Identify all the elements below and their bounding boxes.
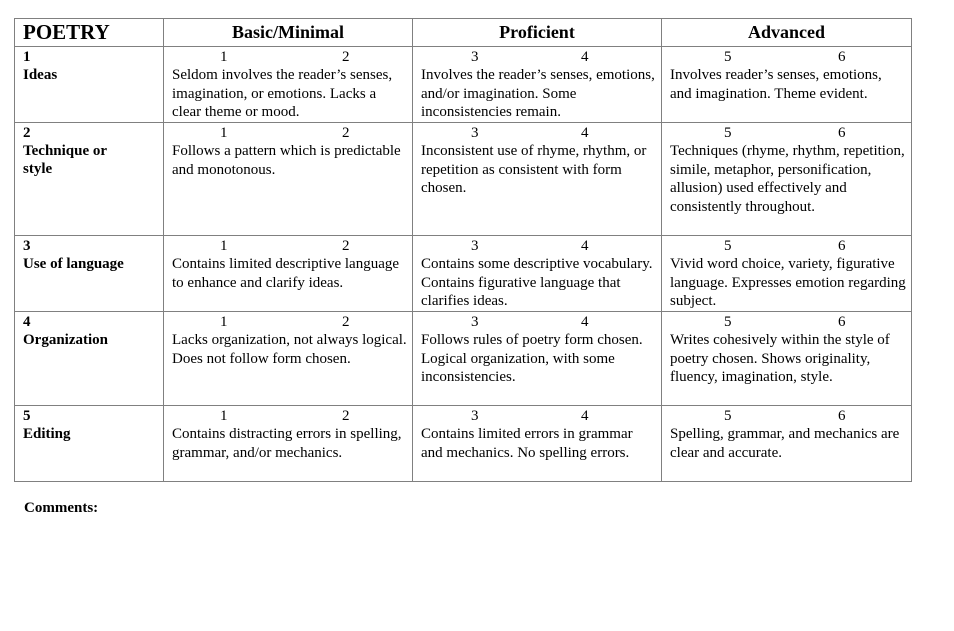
criterion-cell: [15, 236, 164, 312]
score-low: 1: [220, 408, 228, 424]
level-basic-header: Basic/Minimal: [164, 19, 413, 47]
score-low: 5: [724, 314, 732, 330]
score-low: 3: [471, 408, 479, 424]
proficient-cell: [413, 236, 662, 312]
score-high: 2: [342, 49, 350, 65]
score-low: 5: [724, 49, 732, 65]
proficient-cell: [413, 406, 662, 482]
score-low: 1: [220, 314, 228, 330]
description: Involves the reader’s senses, emotions, and/or imagination. Some inconsistencies remain.: [421, 67, 655, 120]
description: Techniques (rhyme, rhythm, repetition, simile, metaphor, personification, allusion) used effectively and consistently throughout.: [670, 143, 905, 215]
score-high: 4: [581, 49, 589, 65]
criterion-cell: [15, 406, 164, 482]
score-low: 3: [471, 238, 479, 254]
level-proficient-header: Proficient: [413, 19, 662, 47]
advanced-cell: [662, 47, 912, 123]
score-high: 6: [838, 314, 846, 330]
table-row: [15, 312, 912, 406]
score-low: 3: [471, 49, 479, 65]
proficient-cell: [413, 123, 662, 236]
score-low: 1: [220, 125, 228, 141]
description: Follows a pattern which is predictable and monotonous.: [172, 143, 401, 178]
criterion-name: Use of language: [23, 256, 124, 272]
score-low: 5: [724, 408, 732, 424]
rubric-title: POETRY: [15, 19, 164, 47]
description: Contains distracting errors in spelling, grammar, and/or mechanics.: [172, 426, 402, 461]
score-high: 2: [342, 314, 350, 330]
proficient-cell: [413, 47, 662, 123]
proficient-cell: [413, 312, 662, 406]
score-high: 2: [342, 408, 350, 424]
description: Contains some descriptive vocabulary. Contains figurative language that clarifies ideas.: [421, 256, 653, 309]
table-row: [15, 123, 912, 236]
criterion-name: Organization: [23, 332, 108, 348]
description: Writes cohesively within the style of poetry chosen. Shows originality, fluency, imagination, style.: [670, 332, 890, 385]
table-row: [15, 406, 912, 482]
score-low: 1: [220, 49, 228, 65]
description: Contains limited descriptive language to enhance and clarify ideas.: [172, 256, 400, 291]
score-high: 6: [838, 49, 846, 65]
table-row: [15, 47, 912, 123]
basic-cell: [164, 47, 413, 123]
criterion-cell: [15, 123, 164, 236]
basic-cell: [164, 312, 413, 406]
poetry-rubric-table: [14, 18, 912, 482]
advanced-cell: [662, 406, 912, 482]
basic-cell: [164, 236, 413, 312]
advanced-cell: [662, 312, 912, 406]
description: Lacks organization, not always logical. Does not follow form chosen.: [172, 332, 407, 367]
advanced-cell: [662, 236, 912, 312]
table-row: [15, 236, 912, 312]
score-high: 2: [342, 125, 350, 141]
score-low: 1: [220, 238, 228, 254]
description: Involves reader’s senses, emotions, and imagination. Theme evident.: [670, 67, 882, 102]
score-high: 2: [342, 238, 350, 254]
criterion-number: 5: [23, 408, 31, 424]
description: Spelling, grammar, and mechanics are clear and accurate.: [670, 426, 900, 461]
score-low: 3: [471, 125, 479, 141]
score-high: 4: [581, 314, 589, 330]
description: Seldom involves the reader’s senses, imagination, or emotions. Lacks a clear theme or mood.: [172, 67, 393, 120]
description: Follows rules of poetry form chosen. Logical organization, with some inconsistencies.: [421, 332, 643, 385]
criterion-cell: [15, 312, 164, 406]
level-advanced-header: Advanced: [662, 19, 912, 47]
advanced-cell: [662, 123, 912, 236]
score-high: 4: [581, 125, 589, 141]
criterion-number: 4: [23, 314, 31, 330]
criterion-cell: [15, 47, 164, 123]
score-low: 5: [724, 125, 732, 141]
comments-label: Comments:: [24, 500, 99, 516]
criterion-number: 3: [23, 238, 31, 254]
score-high: 4: [581, 408, 589, 424]
criterion-name: Technique or style: [23, 143, 107, 177]
score-high: 6: [838, 408, 846, 424]
criterion-number: 2: [23, 125, 31, 141]
score-high: 6: [838, 238, 846, 254]
description: Contains limited errors in grammar and mechanics. No spelling errors.: [421, 426, 633, 461]
criterion-name: Editing: [23, 426, 71, 442]
score-high: 6: [838, 125, 846, 141]
description: Inconsistent use of rhyme, rhythm, or repetition as consistent with form chosen.: [421, 143, 647, 196]
score-low: 5: [724, 238, 732, 254]
criterion-name: Ideas: [23, 67, 58, 83]
header-row: [15, 19, 912, 47]
score-low: 3: [471, 314, 479, 330]
basic-cell: [164, 406, 413, 482]
criterion-number: 1: [23, 49, 31, 65]
basic-cell: [164, 123, 413, 236]
description: Vivid word choice, variety, figurative language. Expresses emotion regarding subject.: [670, 256, 906, 309]
score-high: 4: [581, 238, 589, 254]
